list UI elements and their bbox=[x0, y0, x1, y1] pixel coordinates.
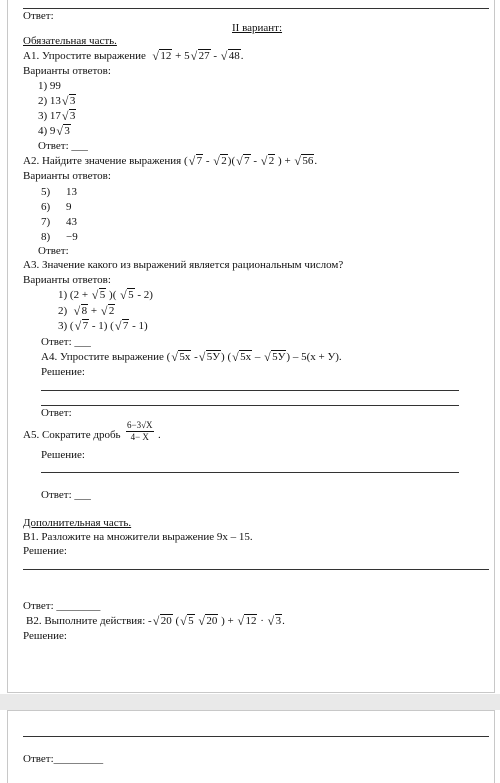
a1-option-3: 3) 17 √ 3 bbox=[38, 109, 76, 123]
a1-answer: Ответ: ___ bbox=[38, 140, 88, 152]
worksheet-page-2 bbox=[7, 710, 495, 783]
page2-answer: Ответ:_________ bbox=[23, 753, 104, 765]
a3-option-2: 2) √ 8 + √ 2 bbox=[58, 304, 115, 318]
a2-question: А2. Найдите значение выражения ( √ 7 - √ 2)( √ 7 - √ 2 ) + √ 56. bbox=[23, 154, 318, 168]
sqrt-sign: √ 48 bbox=[220, 49, 240, 63]
rule-line bbox=[23, 8, 489, 9]
a2-option-2-num: 6) bbox=[41, 201, 51, 213]
a5-answer: Ответ: ___ bbox=[41, 489, 91, 501]
a3-option-1: 1) (2 + √ 5 )( √ 5 - 2) bbox=[58, 288, 153, 302]
top-answer-label: Ответ: bbox=[23, 10, 54, 22]
a5-question: А5. Сократите дробь bbox=[23, 429, 121, 441]
a1-options-label: Варианты ответов: bbox=[23, 65, 111, 77]
a4-answer: Ответ: bbox=[41, 407, 72, 419]
answer-line bbox=[41, 405, 459, 406]
a3-option-3: 3) ( √ 7 - 1) ( √ 7 - 1) bbox=[58, 319, 148, 333]
a2-answer: Ответ: bbox=[38, 245, 69, 257]
a2-option-4-value: −9 bbox=[66, 231, 78, 243]
a2-option-3-num: 7) bbox=[41, 216, 51, 228]
a5-fraction-denominator: 4− X bbox=[130, 432, 149, 442]
extra-heading: Дополнительная часть. bbox=[23, 517, 132, 529]
a3-question: А3. Значение какого из выражений является рациональным числом? bbox=[23, 259, 344, 271]
a1-option-2: 2) 13 √ 3 bbox=[38, 94, 76, 108]
sqrt-sign: √ 27 bbox=[190, 49, 210, 63]
b1-solution-label: Решение: bbox=[23, 545, 67, 557]
a1-question: А1. Упростите выражение √ 12 + 5 √ 27 - √ 48. bbox=[23, 49, 244, 63]
a2-option-1-num: 5) bbox=[41, 186, 51, 198]
worksheet-page-1 bbox=[7, 0, 495, 693]
a4-question: А4. Упростите выражение ( √ 5x - √ 5У) ( √ 5x – √ 5У) – 5(x + У). bbox=[41, 350, 342, 364]
page-gap bbox=[0, 694, 500, 710]
mandatory-heading: Обязательная часть. bbox=[23, 35, 117, 47]
b2-question: В2. Выполните действия: - √ 20 ( √ 5 √ 20 ) + √ 12 · √ 3. bbox=[26, 614, 285, 628]
a5-dot: . bbox=[158, 429, 161, 441]
a1-option-4: 4) 9 √ 3 bbox=[38, 124, 70, 138]
a2-options-label: Варианты ответов: bbox=[23, 170, 111, 182]
answer-line bbox=[41, 390, 459, 391]
a5-solution-label: Решение: bbox=[41, 449, 85, 461]
a5-fraction-numerator: 6−3√X bbox=[127, 420, 153, 430]
answer-line bbox=[23, 736, 489, 737]
a2-option-2-value: 9 bbox=[66, 201, 72, 213]
a3-options-label: Варианты ответов: bbox=[23, 274, 111, 286]
sqrt-sign: √ 12 bbox=[152, 49, 172, 63]
b1-answer: Ответ: ________ bbox=[23, 600, 101, 612]
variant-title: II вариант: bbox=[232, 22, 283, 34]
answer-line bbox=[41, 472, 459, 473]
a2-option-4-num: 8) bbox=[41, 231, 51, 243]
a2-option-1-value: 13 bbox=[66, 186, 77, 198]
b2-solution-label: Решение: bbox=[23, 630, 67, 642]
b1-question: В1. Разложите на множители выражение 9х – 15. bbox=[23, 531, 253, 543]
a1-option-1: 1) 99 bbox=[38, 80, 61, 92]
a3-answer: Ответ: ___ bbox=[41, 336, 91, 348]
answer-line bbox=[23, 569, 489, 570]
a5-fraction bbox=[126, 421, 154, 442]
a4-solution-label: Решение: bbox=[41, 366, 85, 378]
a2-option-3-value: 43 bbox=[66, 216, 77, 228]
